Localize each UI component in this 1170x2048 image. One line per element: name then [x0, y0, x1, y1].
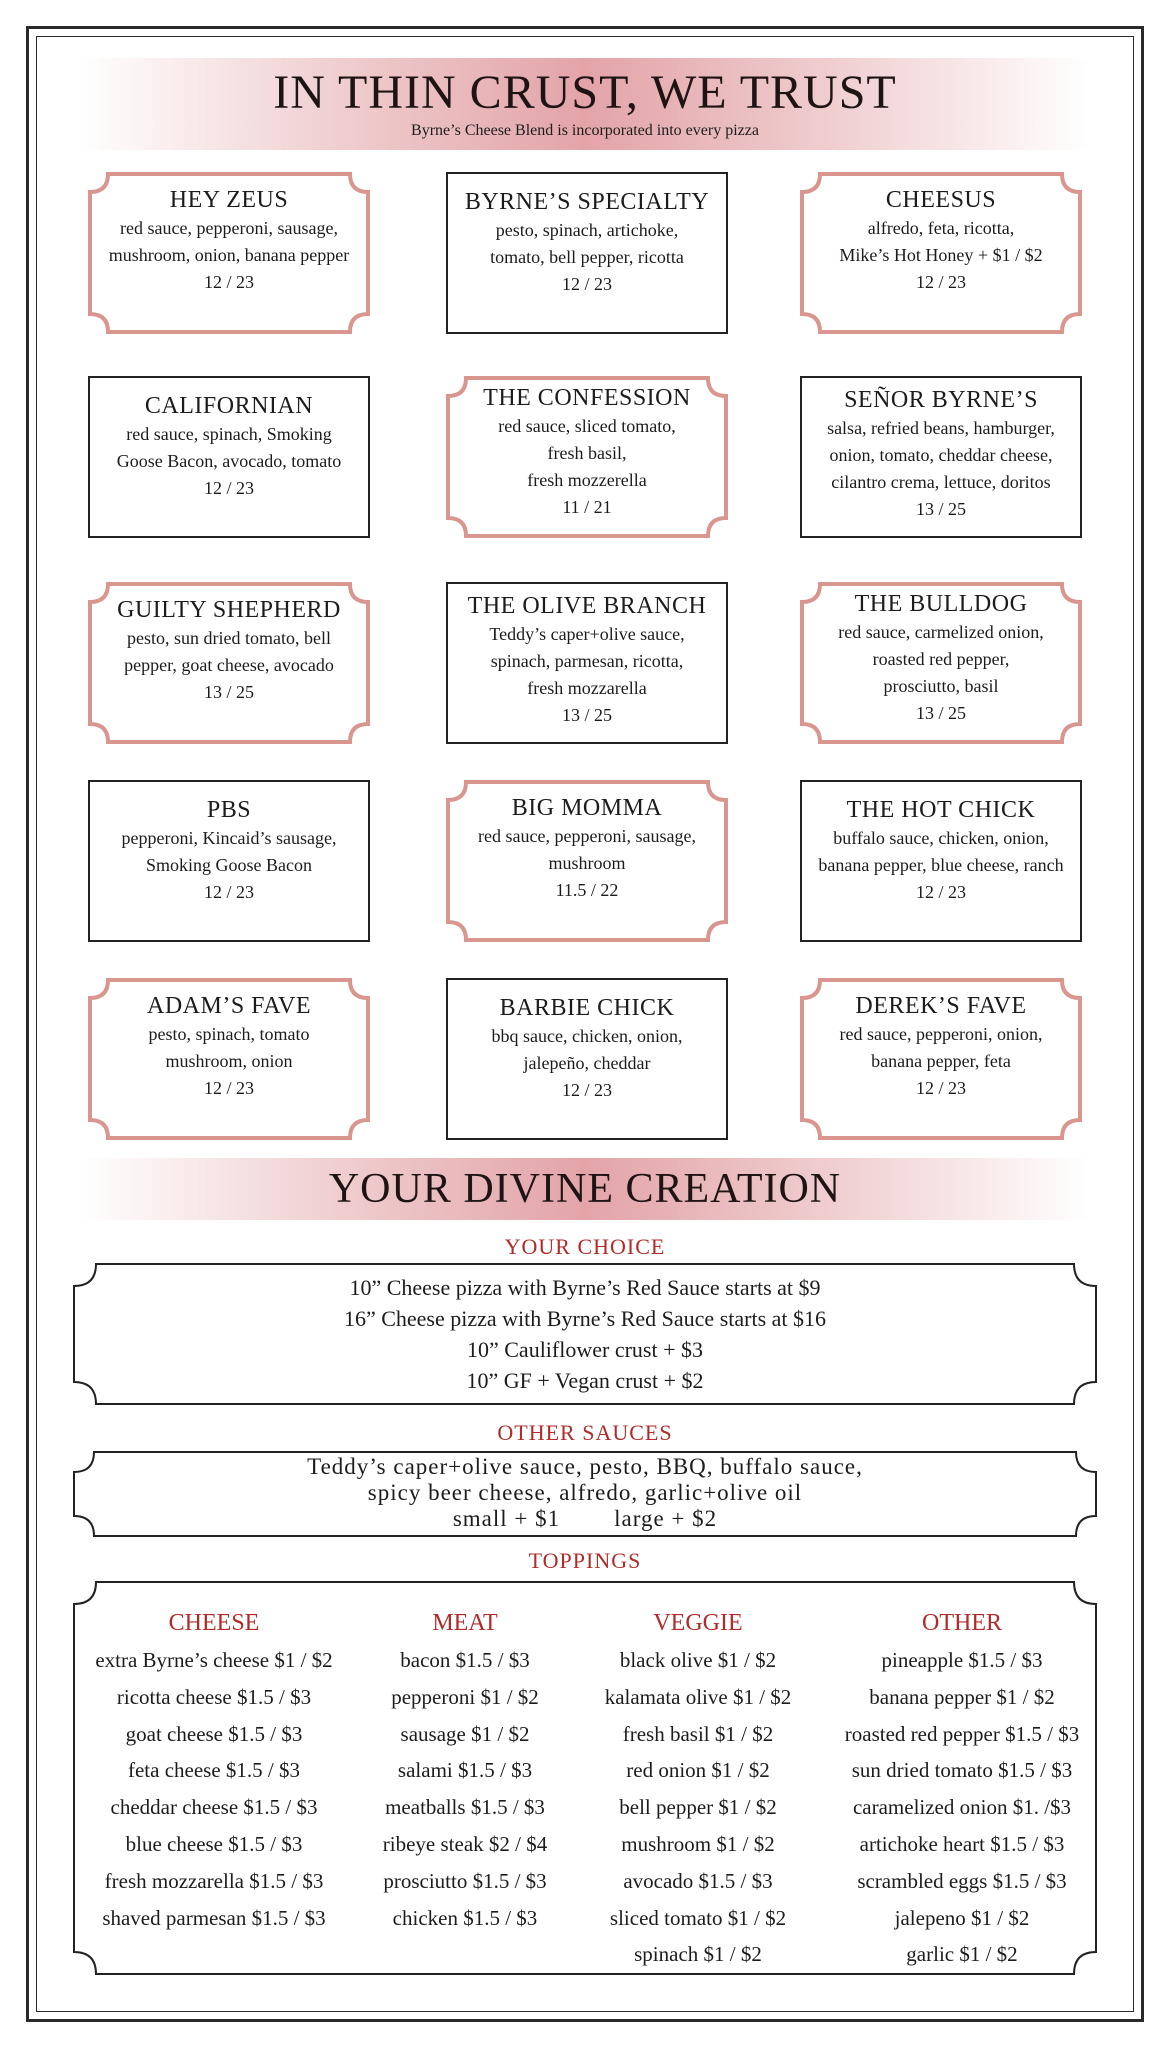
- topping-item: goat cheese $1.5 / $3: [125, 1721, 303, 1746]
- pizza-name: CALIFORNIAN: [144, 393, 314, 419]
- pizza-card: [446, 978, 728, 1140]
- toppings-heading: VEGGIE: [653, 1610, 743, 1636]
- sauces-line: Teddy’s caper+olive sauce, pesto, BBQ, buffalo sauce,: [307, 1454, 863, 1479]
- pizza-ingredients: red sauce, pepperoni, sausage,: [120, 218, 338, 238]
- pizza-ingredients: bbq sauce, chicken, onion,: [491, 1026, 683, 1046]
- pizza-name: HEY ZEUS: [169, 187, 289, 213]
- pizza-price: 11 / 21: [562, 497, 612, 517]
- pizza-ingredients: pepperoni, Kincaid’s sausage,: [121, 828, 337, 848]
- topping-item: extra Byrne’s cheese $1 / $2: [95, 1648, 333, 1672]
- pizza-card: [88, 172, 370, 334]
- pizza-card: [800, 172, 1082, 334]
- pizza-price: 13 / 25: [915, 499, 966, 519]
- topping-item: sliced tomato $1 / $2: [609, 1905, 787, 1930]
- pizza-ingredients: pepper, goat cheese, avocado: [124, 655, 334, 675]
- topping-item: fresh mozzarella $1.5 / $3: [104, 1868, 324, 1893]
- topping-item: avocado $1.5 / $3: [623, 1868, 773, 1893]
- topping-item: artichoke heart $1.5 / $3: [859, 1831, 1065, 1856]
- topping-item: roasted red pepper $1.5 / $3: [844, 1721, 1080, 1746]
- topping-item: kalamata olive $1 / $2: [604, 1684, 792, 1709]
- pizza-price: 13 / 25: [203, 682, 254, 702]
- pizza-ingredients: Mike’s Hot Honey + $1 / $2: [839, 245, 1043, 265]
- pizza-name: GUILTY SHEPHERD: [117, 597, 341, 623]
- pizza-card: [800, 780, 1082, 942]
- topping-item: prosciutto $1.5 / $3: [383, 1868, 547, 1893]
- pizza-ingredients: mushroom, onion, banana pepper: [108, 245, 350, 265]
- toppings-meat-column: [360, 1608, 570, 1936]
- pizza-price: 12 / 23: [915, 882, 966, 902]
- pizza-ingredients: mushroom, onion: [165, 1051, 293, 1071]
- pizza-price: 12 / 23: [561, 1080, 612, 1100]
- choice-line: 10” GF + Vegan crust + $2: [466, 1368, 704, 1393]
- toppings-other-column: [826, 1608, 1098, 1973]
- pizza-price: 12 / 23: [915, 1078, 966, 1098]
- pizza-price: 12 / 23: [203, 478, 254, 498]
- pizza-price: 12 / 23: [203, 882, 254, 902]
- topping-item: feta cheese $1.5 / $3: [127, 1758, 300, 1783]
- pizza-card: [88, 780, 370, 942]
- sauces-line: small + $1 large + $2: [452, 1506, 718, 1531]
- topping-item: red onion $1 / $2: [626, 1758, 770, 1783]
- pizza-ingredients: jalepeño, cheddar: [523, 1053, 651, 1073]
- pizza-ingredients: spinach, parmesan, ricotta,: [490, 651, 684, 671]
- choice-line: 10” Cauliflower crust + $3: [466, 1337, 704, 1362]
- pizza-name: THE OLIVE BRANCH: [467, 593, 707, 619]
- topping-item: scrambled eggs $1.5 / $3: [857, 1868, 1067, 1893]
- pizza-ingredients: red sauce, spinach, Smoking: [126, 424, 332, 444]
- topping-item: spinach $1 / $2: [634, 1942, 762, 1967]
- topping-item: sausage $1 / $2: [400, 1721, 530, 1746]
- topping-item: shaved parmesan $1.5 / $3: [102, 1905, 326, 1930]
- topping-item: caramelized onion $1. /$3: [852, 1795, 1072, 1820]
- pizza-ingredients: red sauce, carmelized onion,: [838, 622, 1044, 642]
- pizza-card: [446, 172, 728, 334]
- pizza-ingredients: prosciutto, basil: [883, 676, 999, 696]
- topping-item: salami $1.5 / $3: [397, 1758, 533, 1783]
- pizza-ingredients: banana pepper, feta: [871, 1051, 1011, 1071]
- pizza-price: 13 / 25: [561, 705, 612, 725]
- pizza-name: THE HOT CHICK: [846, 797, 1036, 823]
- pizza-ingredients: Teddy’s caper+olive sauce,: [489, 624, 685, 644]
- topping-item: ribeye steak $2 / $4: [382, 1831, 548, 1856]
- topping-item: mushroom $1 / $2: [621, 1831, 775, 1856]
- other-sauces-label: OTHER SAUCES: [497, 1420, 673, 1445]
- topping-item: black olive $1 / $2: [619, 1648, 777, 1672]
- topping-item: garlic $1 / $2: [906, 1942, 1018, 1967]
- other-sauces-box: [72, 1450, 1098, 1538]
- pizza-name: THE CONFESSION: [483, 385, 691, 411]
- toppings-heading: MEAT: [432, 1610, 498, 1636]
- toppings-veggie-column: [580, 1608, 816, 1973]
- topping-item: jalepeno $1 / $2: [894, 1905, 1030, 1930]
- topping-item: bacon $1.5 / $3: [400, 1648, 530, 1672]
- pizza-name: SEÑOR BYRNE’S: [844, 387, 1038, 413]
- pizza-name: ADAM’S FAVE: [147, 993, 311, 1019]
- topping-item: pepperoni $1 / $2: [391, 1684, 539, 1709]
- pizza-card: [446, 582, 728, 744]
- pizza-ingredients: red sauce, pepperoni, onion,: [839, 1024, 1043, 1044]
- pizza-ingredients: pesto, spinach, artichoke,: [495, 220, 679, 240]
- toppings-heading: CHEESE: [168, 1610, 260, 1636]
- pizza-name: CHEESUS: [885, 187, 997, 213]
- pizza-ingredients: tomato, bell pepper, ricotta: [490, 247, 684, 267]
- choice-line: 10” Cheese pizza with Byrne’s Red Sauce starts at $9: [349, 1275, 821, 1300]
- pizza-name: DEREK’S FAVE: [855, 993, 1027, 1019]
- topping-item: meatballs $1.5 / $3: [385, 1795, 545, 1820]
- pizza-ingredients: mushroom: [548, 853, 626, 873]
- pizza-ingredients: fresh mozzerella: [527, 470, 647, 490]
- your-choice-box: [72, 1262, 1098, 1406]
- pizza-price: 13 / 25: [915, 703, 966, 723]
- topping-item: pineapple $1.5 / $3: [881, 1648, 1043, 1672]
- topping-item: blue cheese $1.5 / $3: [125, 1831, 303, 1856]
- pizza-ingredients: fresh basil,: [547, 443, 627, 463]
- pizza-card: [800, 376, 1082, 538]
- pizza-card: [88, 978, 370, 1140]
- topping-item: bell pepper $1 / $2: [619, 1795, 777, 1820]
- pizza-name: BARBIE CHICK: [499, 995, 675, 1021]
- choice-line: 16” Cheese pizza with Byrne’s Red Sauce starts at $16: [343, 1306, 827, 1331]
- topping-item: banana pepper $1 / $2: [869, 1684, 1055, 1709]
- pizza-ingredients: red sauce, pepperoni, sausage,: [478, 826, 696, 846]
- pizza-ingredients: Goose Bacon, avocado, tomato: [116, 451, 342, 471]
- pizza-price: 12 / 23: [203, 1078, 254, 1098]
- menu-title: IN THIN CRUST, WE TRUST: [273, 66, 897, 119]
- pizza-name: BIG MOMMA: [511, 795, 663, 821]
- your-choice-label: YOUR CHOICE: [504, 1234, 666, 1259]
- pizza-card: [446, 376, 728, 538]
- pizza-ingredients: buffalo sauce, chicken, onion,: [833, 828, 1049, 848]
- topping-item: cheddar cheese $1.5 / $3: [110, 1795, 318, 1820]
- topping-item: sun dried tomato $1.5 / $3: [851, 1758, 1073, 1783]
- pizza-price: 11.5 / 22: [555, 880, 619, 900]
- pizza-ingredients: salsa, refried beans, hamburger,: [827, 418, 1055, 438]
- pizza-ingredients: onion, tomato, cheddar cheese,: [829, 445, 1053, 465]
- pizza-name: THE BULLDOG: [854, 591, 1028, 617]
- pizza-ingredients: pesto, sun dried tomato, bell: [127, 628, 331, 648]
- creation-title: YOUR DIVINE CREATION: [328, 1166, 842, 1212]
- pizza-price: 12 / 23: [203, 272, 254, 292]
- pizza-ingredients: roasted red pepper,: [872, 649, 1010, 669]
- topping-item: chicken $1.5 / $3: [392, 1905, 538, 1930]
- topping-item: fresh basil $1 / $2: [622, 1721, 774, 1746]
- toppings-label: TOPPINGS: [528, 1548, 642, 1573]
- topping-item: ricotta cheese $1.5 / $3: [116, 1684, 312, 1709]
- pizza-ingredients: banana pepper, blue cheese, ranch: [818, 855, 1064, 875]
- pizza-ingredients: fresh mozzarella: [527, 678, 647, 698]
- pizza-name: PBS: [206, 797, 252, 823]
- pizza-card: [800, 978, 1082, 1140]
- pizza-ingredients: red sauce, sliced tomato,: [498, 416, 676, 436]
- creation-banner: [78, 1158, 1092, 1220]
- menu-subtitle: Byrne’s Cheese Blend is incorporated into every pizza: [411, 122, 759, 139]
- toppings-cheese-column: [76, 1608, 352, 1936]
- pizza-ingredients: alfredo, feta, ricotta,: [867, 218, 1015, 238]
- pizza-card: [88, 376, 370, 538]
- pizza-ingredients: Smoking Goose Bacon: [146, 855, 312, 875]
- pizza-ingredients: pesto, spinach, tomato: [148, 1024, 310, 1044]
- pizza-card: [88, 582, 370, 744]
- header-banner: [78, 58, 1092, 150]
- sauces-line: spicy beer cheese, alfredo, garlic+olive oil: [367, 1480, 803, 1505]
- pizza-card: [800, 582, 1082, 744]
- pizza-name: BYRNE’S SPECIALTY: [464, 189, 710, 215]
- pizza-ingredients: cilantro crema, lettuce, doritos: [831, 472, 1051, 492]
- pizza-card: [446, 780, 728, 942]
- pizza-price: 12 / 23: [915, 272, 966, 292]
- pizza-price: 12 / 23: [561, 274, 612, 294]
- toppings-heading: OTHER: [922, 1610, 1002, 1636]
